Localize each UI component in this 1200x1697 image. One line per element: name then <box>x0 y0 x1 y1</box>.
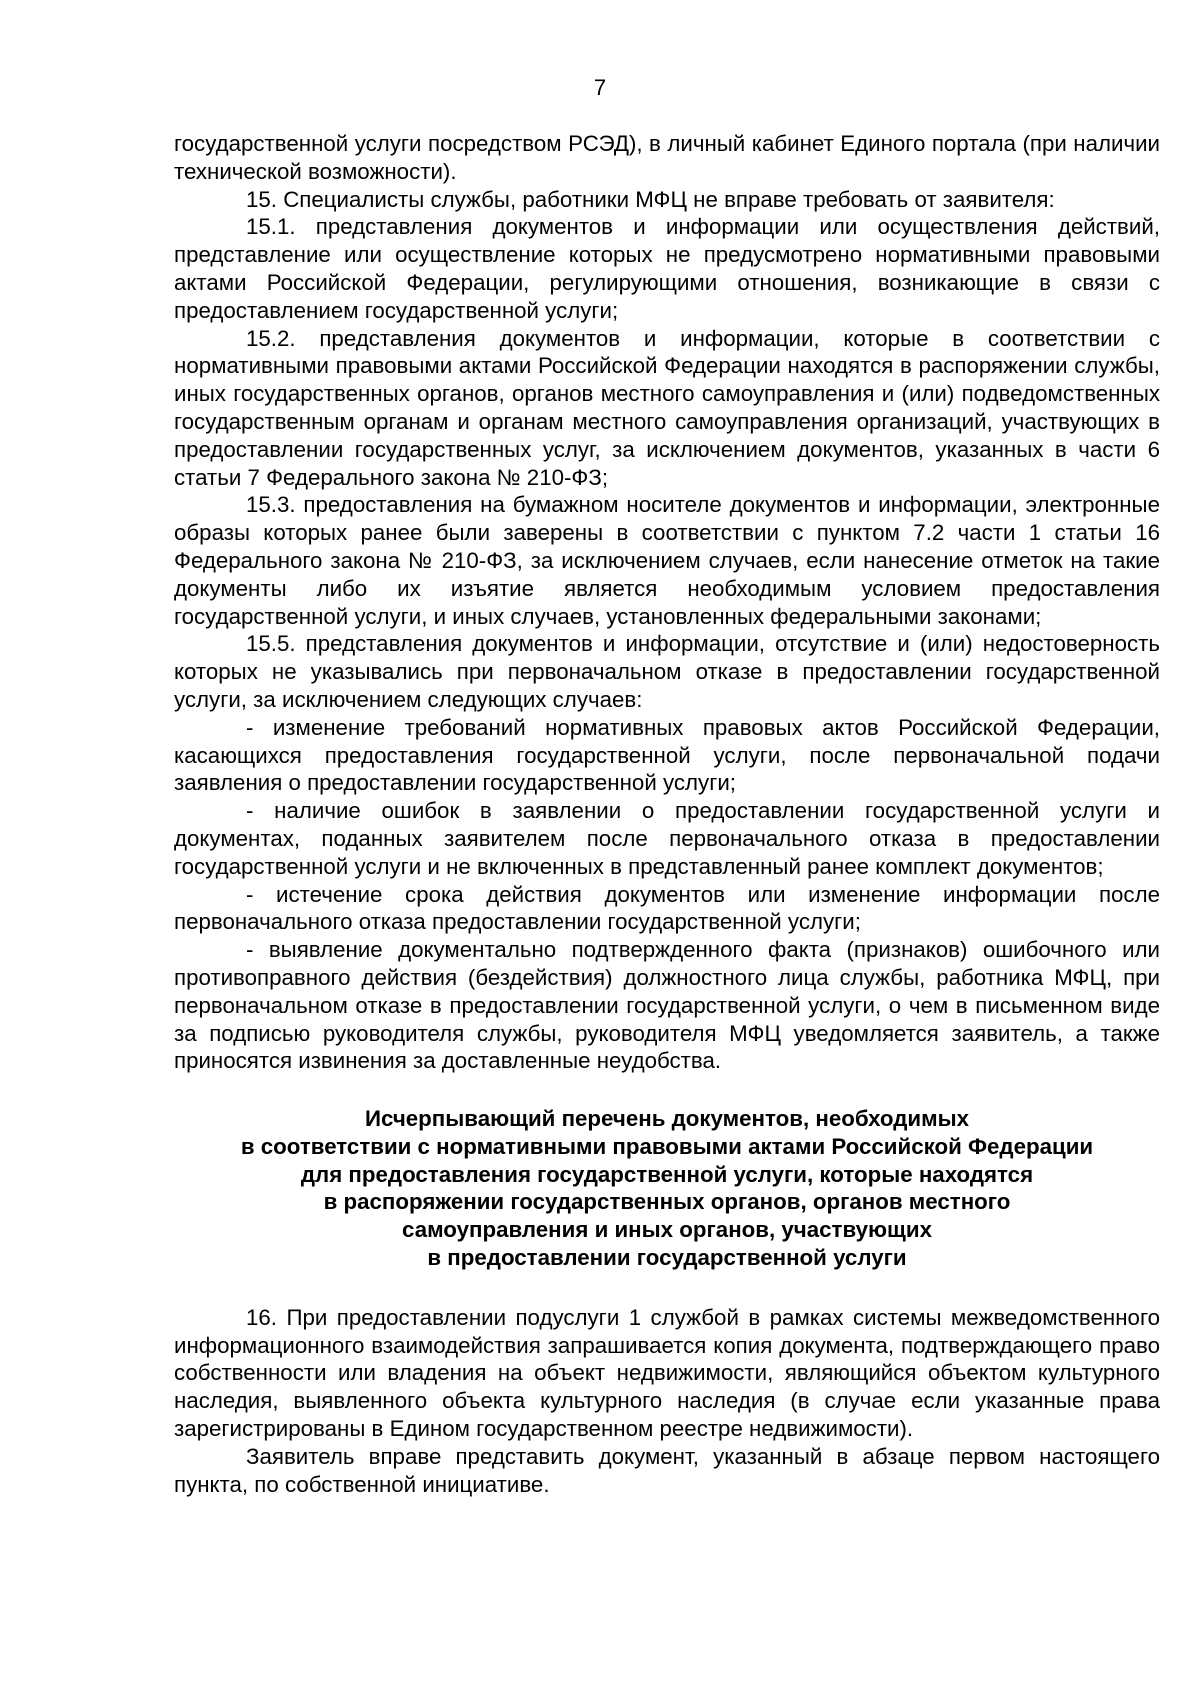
page-number: 7 <box>593 75 607 100</box>
paragraph-item-15-3: 15.3. предоставления на бумажном носителе документов и информации, электронные образы которых ранее были заверены в соответствии с пунктом 7.2 части 1 статьи 16 Федерального закона № 210-ФЗ, за исключением случаев, если нанесение отметок на такие документы либо их изъятие является необходимым условием предоставления государственной услуги, и иных случаев, установленных федеральными законами; <box>174 492 1160 629</box>
document-body <box>174 130 1160 1498</box>
list-item: - выявление документально подтвержденного факта (признаков) ошибочного или противоправного действия (бездействия) должностного лица службы, работника МФЦ, при первоначальном отказе в предоставлении государственной услуги, о чем в письменном виде за подписью руководителя службы, руководителя МФЦ уведомляется заявитель, а также приносятся извинения за доставленные неудобства. <box>174 937 1160 1074</box>
heading-line: самоуправления и иных органов, участвующих <box>402 1217 932 1243</box>
heading-line: Исчерпывающий перечень документов, необходимых <box>364 1106 970 1132</box>
list-item: - истечение срока действия документов или изменение информации после первоначального отказа предоставлении государственной услуги; <box>174 881 1160 935</box>
heading-line: для предоставления государственной услуги, которые находятся <box>300 1161 1034 1187</box>
section-heading <box>174 1105 1160 1272</box>
paragraph-item-15-1: 15.1. представления документов и информации или осуществления действий, представление или осуществление которых не предусмотрено нормативными правовыми актами Российской Федерации, регулирующими отношения, возникающие в связи с предоставлением государственной услуги; <box>174 214 1160 323</box>
paragraph-item-15-5: 15.5. представления документов и информации, отсутствие и (или) недостоверность которых не указывались при первоначальном отказе в предоставлении государственной услуги, за исключением следующих случаев: <box>174 631 1160 712</box>
heading-line: в распоряжении государственных органов, органов местного <box>323 1189 1011 1215</box>
list-item: - наличие ошибок в заявлении о предоставлении государственной услуги и документах, поданных заявителем после первоначального отказа в предоставлении государственной услуги и не включенных в представленный ранее комплект документов; <box>174 798 1160 879</box>
paragraph-item-15-2: 15.2. представления документов и информации, которые в соответствии с нормативными правовыми актами Российской Федерации находятся в распоряжении службы, иных государственных органов, органов местного самоуправления и (или) подведомственных государственным органам и органам местного самоуправления организаций, участвующих в предоставлении государственных услуг, за исключением документов, указанных в части 6 статьи 7 Федерального закона № 210-ФЗ; <box>174 325 1160 490</box>
paragraph: государственной услуги посредством РСЭД), в личный кабинет Единого портала (при наличии технической возможности). <box>174 131 1160 184</box>
heading-line: в предоставлении государственной услуги <box>427 1245 907 1271</box>
paragraph-item-16: 16. При предоставлении подуслуги 1 службой в рамках системы межведомственного информационного взаимодействия запрашивается копия документа, подтверждающего право собственности или владения на объект недвижимости, являющийся объектом культурного наследия, выявленного объекта культурного наследия (в случае если указанные права зарегистрированы в Едином государственном реестре недвижимости). <box>174 1304 1160 1442</box>
heading-line: в соответствии с нормативными правовыми актами Российской Федерации <box>240 1133 1094 1159</box>
paragraph-item-15: 15. Специалисты службы, работники МФЦ не вправе требовать от заявителя: <box>246 186 1055 212</box>
paragraph: Заявитель вправе представить документ, указанный в абзаце первом настоящего пункта, по собственной инициативе. <box>174 1443 1160 1497</box>
list-item: - изменение требований нормативных правовых актов Российской Федерации, касающихся предоставления государственной услуги, после первоначальной подачи заявления о предоставлении государственной услуги; <box>174 714 1160 796</box>
